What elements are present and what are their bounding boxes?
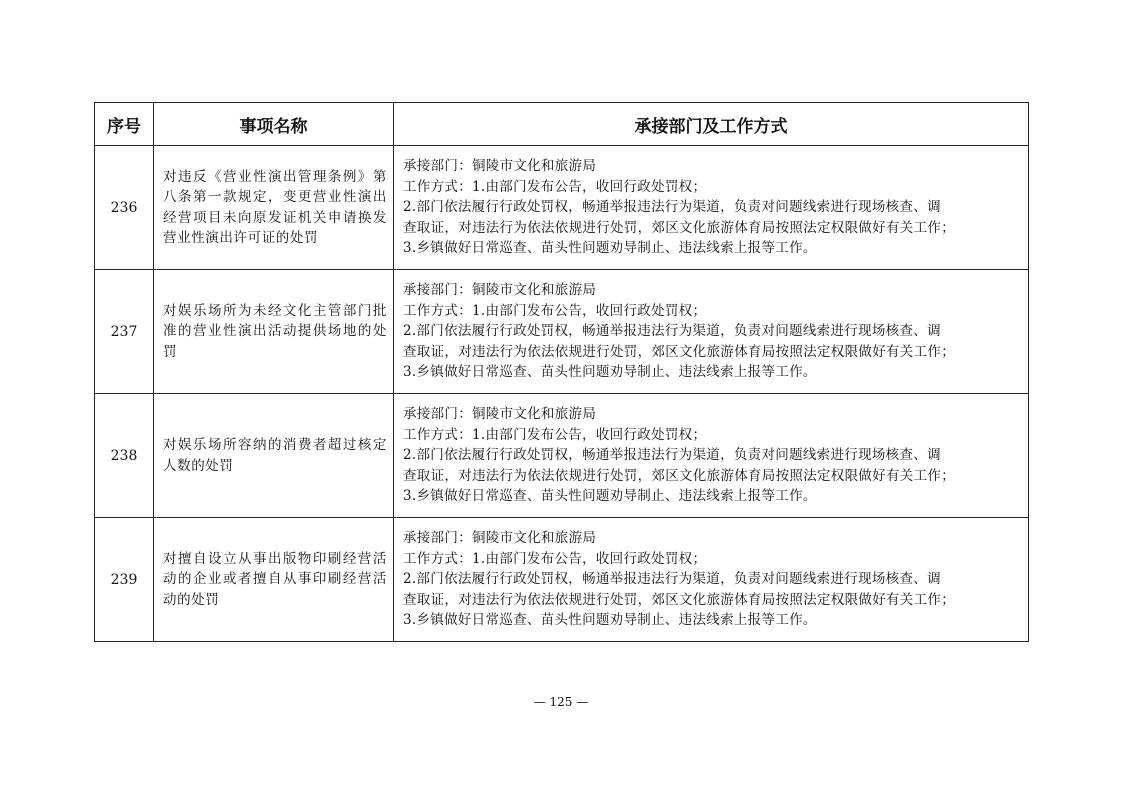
table-row [95, 146, 1029, 270]
dept-line: 3.乡镇做好日常巡查、苗头性问题劝导制止、违法线索上报等工作。 [403, 364, 817, 381]
item-name: 对娱乐场所容纳的消费者超过核定人数的处罚 [163, 437, 387, 474]
dept-line: 工作方式：1.由部门发布公告，收回行政处罚权； [403, 550, 707, 567]
item-name: 对娱乐场所为未经文化主管部门批准的营业性演出活动提供场地的处罚 [163, 302, 387, 360]
dept-line: 3.乡镇做好日常巡查、苗头性问题劝导制止、违法线索上报等工作。 [403, 240, 817, 257]
header-dept: 承接部门及工作方式 [394, 103, 1029, 146]
dept-line: 3.乡镇做好日常巡查、苗头性问题劝导制止、违法线索上报等工作。 [403, 612, 817, 629]
dept-line: 查取证，对违法行为依法依规进行处罚，郊区文化旅游体育局按照法定权限做好有关工作； [403, 219, 955, 236]
dept-line: 2.部门依法履行行政处罚权，畅通举报违法行为渠道，负责对问题线索进行现场核查、调 [403, 323, 941, 340]
dept-line: 承接部门：铜陵市文化和旅游局 [403, 406, 597, 423]
dept-line: 承接部门：铜陵市文化和旅游局 [403, 158, 597, 175]
dept-line: 查取证，对违法行为依法依规进行处罚，郊区文化旅游体育局按照法定权限做好有关工作； [403, 591, 955, 608]
row-number: 236 [95, 146, 154, 270]
dept-line: 工作方式：1.由部门发布公告，收回行政处罚权； [403, 178, 707, 195]
dept-line: 承接部门：铜陵市文化和旅游局 [403, 282, 597, 299]
dept-line: 工作方式：1.由部门发布公告，收回行政处罚权； [403, 302, 707, 319]
table-row [95, 394, 1029, 518]
item-name: 对违反《营业性演出管理条例》第八条第一款规定，变更营业性演出经营项目未向原发证机关申请换发营业性演出许可证的处罚 [163, 168, 387, 246]
dept-line: 查取证，对违法行为依法依规进行处罚，郊区文化旅游体育局按照法定权限做好有关工作； [403, 343, 955, 360]
dept-line: 承接部门：铜陵市文化和旅游局 [403, 530, 597, 547]
items-table [94, 102, 1029, 642]
dept-line: 2.部门依法履行行政处罚权，畅通举报违法行为渠道，负责对问题线索进行现场核查、调 [403, 571, 941, 588]
dept-line: 2.部门依法履行行政处罚权，畅通举报违法行为渠道，负责对问题线索进行现场核查、调 [403, 447, 941, 464]
table-row [95, 518, 1029, 642]
row-number: 238 [95, 394, 154, 518]
table-header-row [95, 103, 1029, 146]
row-number: 239 [95, 518, 154, 642]
page-number: — 125 — [533, 695, 589, 709]
table-row [95, 270, 1029, 394]
dept-line: 3.乡镇做好日常巡查、苗头性问题劝导制止、违法线索上报等工作。 [403, 488, 817, 505]
item-name: 对擅自设立从事出版物印刷经营活动的企业或者擅自从事印刷经营活动的处罚 [163, 550, 387, 608]
dept-line: 2.部门依法履行行政处罚权，畅通举报违法行为渠道，负责对问题线索进行现场核查、调 [403, 199, 941, 216]
header-no: 序号 [95, 103, 154, 146]
header-name: 事项名称 [154, 103, 394, 146]
row-number: 237 [95, 270, 154, 394]
dept-line: 查取证，对违法行为依法依规进行处罚，郊区文化旅游体育局按照法定权限做好有关工作； [403, 467, 955, 484]
dept-line: 工作方式：1.由部门发布公告，收回行政处罚权； [403, 426, 707, 443]
